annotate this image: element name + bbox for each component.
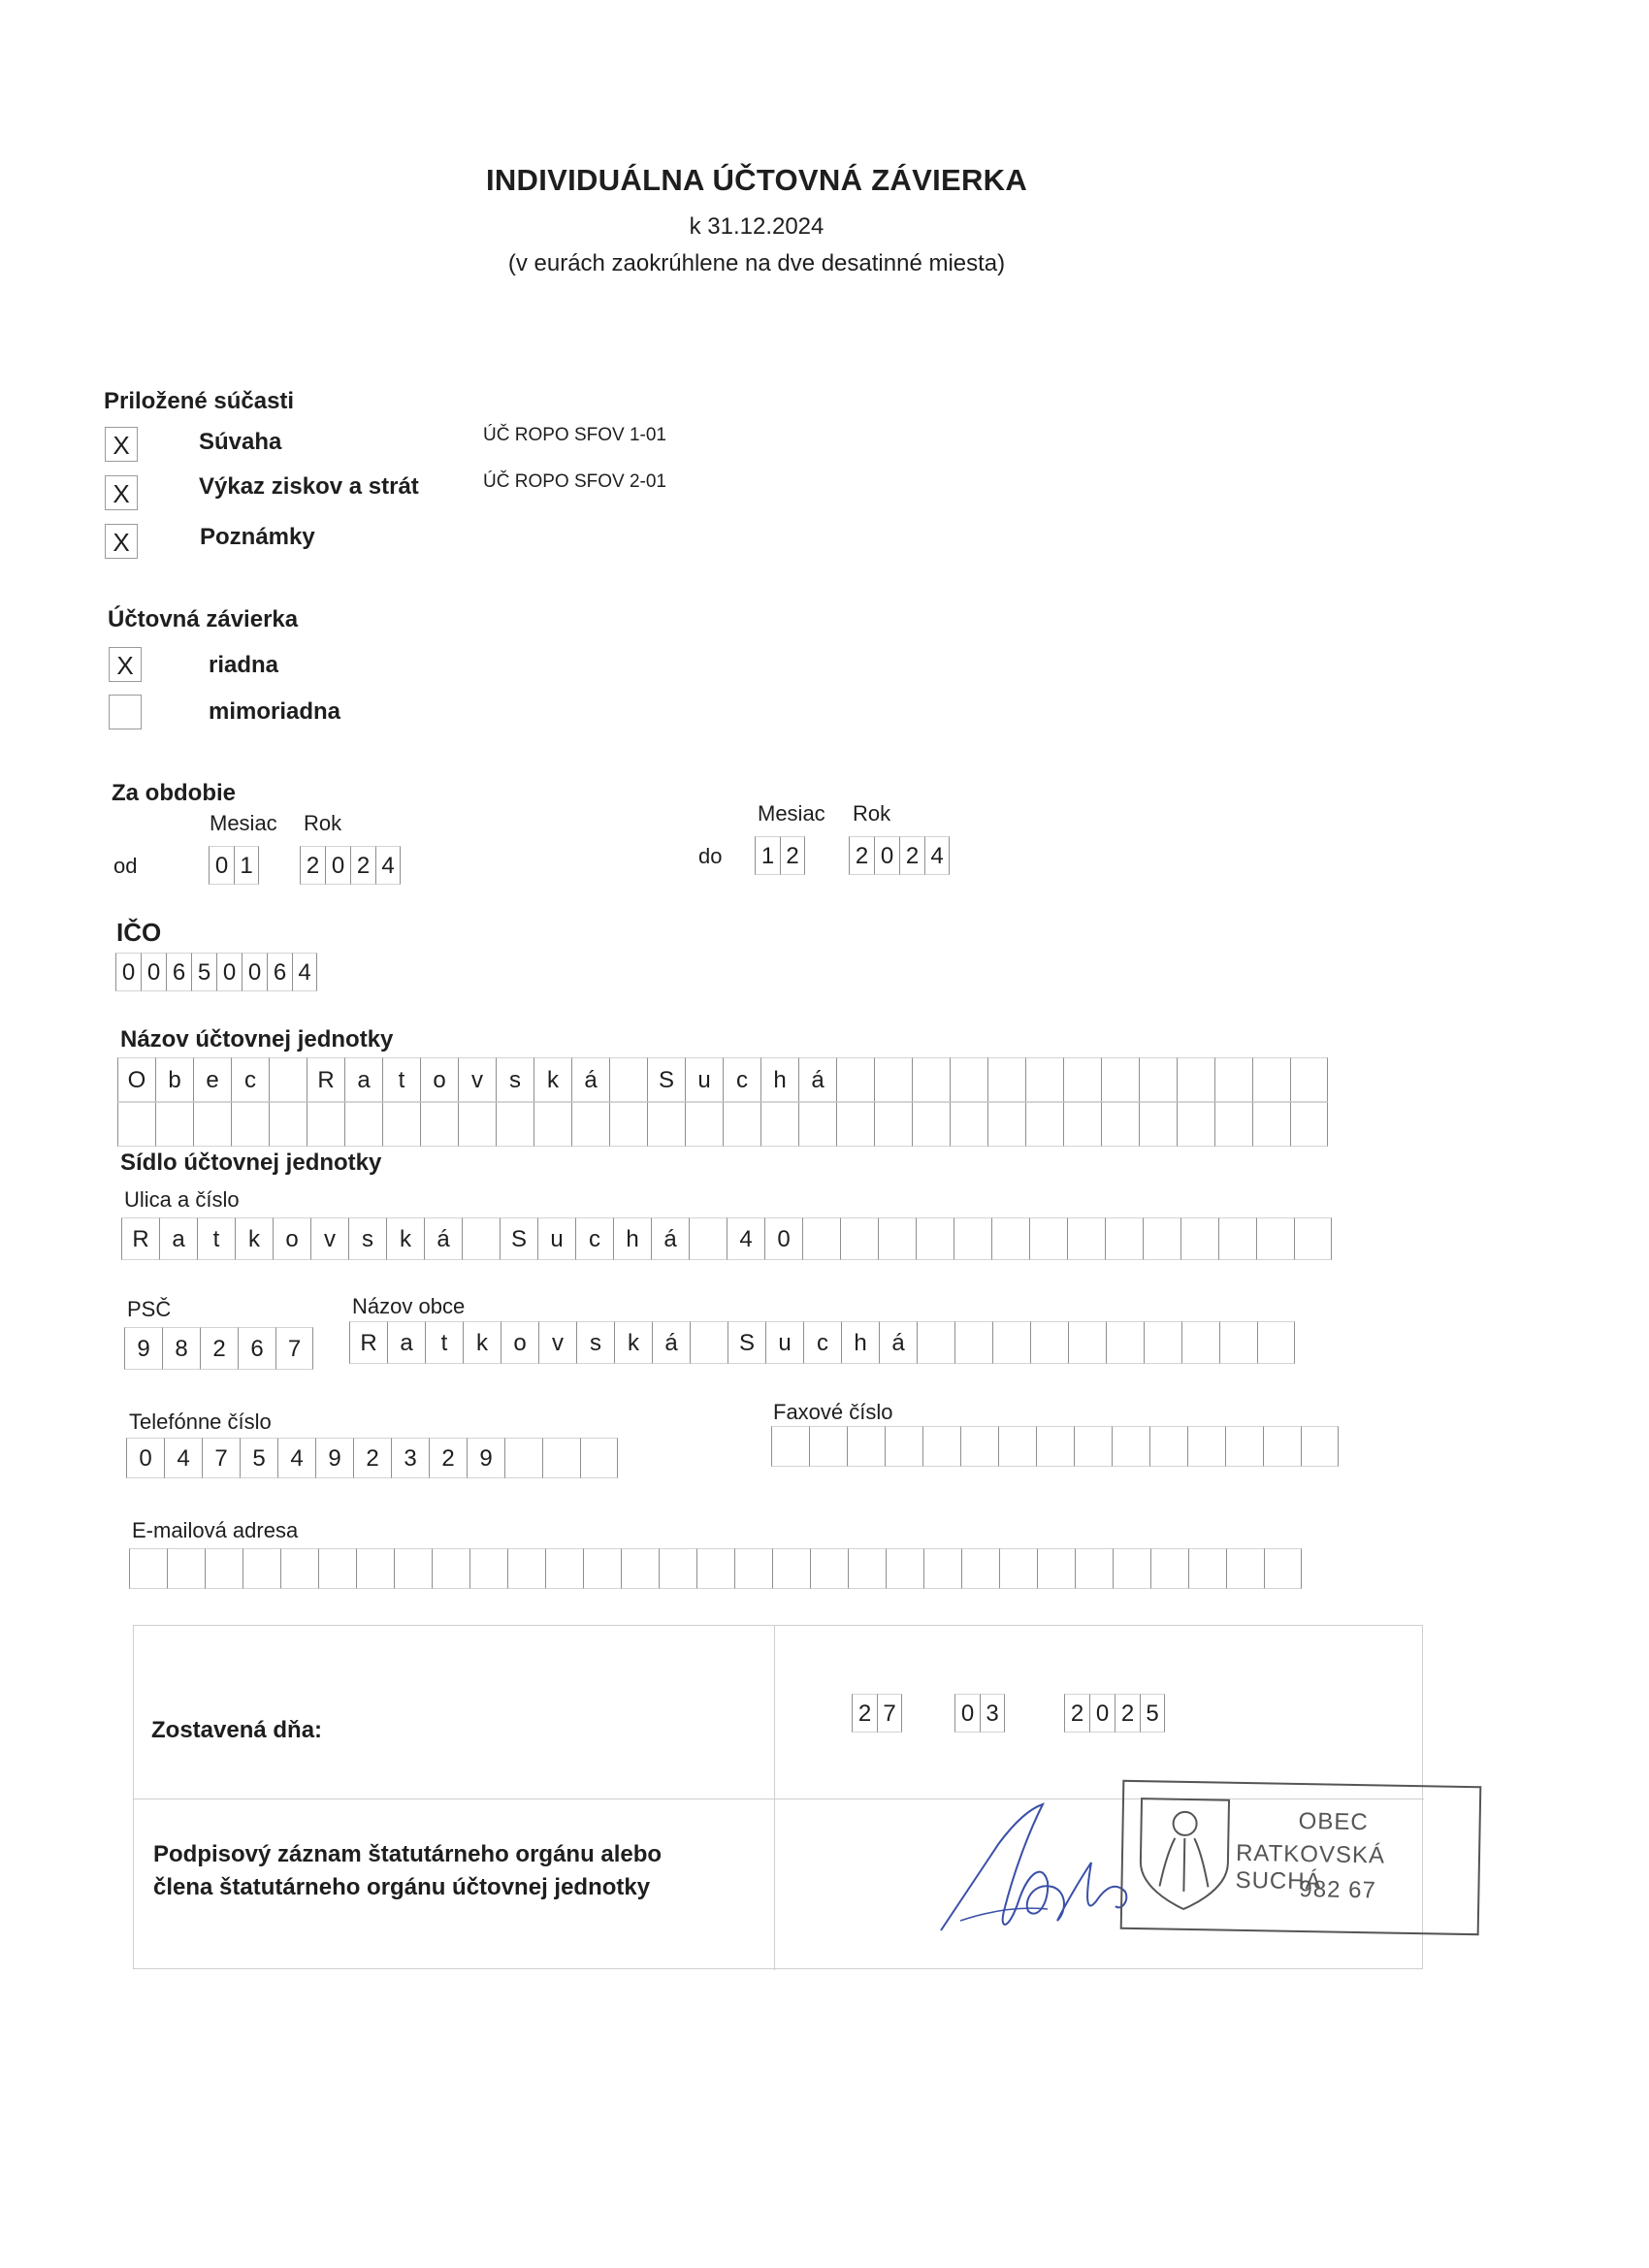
from-month-cells[interactable] (209, 846, 259, 885)
char-cell[interactable]: S (500, 1217, 537, 1260)
char-cell[interactable] (496, 1102, 534, 1147)
char-cell[interactable] (810, 1548, 848, 1589)
char-cell[interactable] (1181, 1321, 1219, 1364)
char-cell[interactable] (1139, 1102, 1177, 1147)
char-cell[interactable]: 9 (124, 1327, 162, 1370)
char-cell[interactable]: 4 (277, 1438, 315, 1478)
char-cell[interactable] (647, 1102, 685, 1147)
digit-cell[interactable]: 0 (325, 846, 350, 885)
char-cell[interactable] (1301, 1426, 1339, 1467)
entity-name-grid[interactable] (117, 1057, 1328, 1147)
char-cell[interactable] (1139, 1057, 1177, 1102)
compiled-label: Zostavená dňa: (151, 1717, 323, 1743)
char-cell[interactable] (659, 1548, 696, 1589)
char-cell[interactable]: 8 (162, 1327, 200, 1370)
attachment-label-suvaha: Súvaha (199, 429, 282, 455)
char-cell[interactable]: 5 (240, 1438, 277, 1478)
fax-cells[interactable] (771, 1426, 1339, 1467)
char-cell[interactable]: u (685, 1057, 723, 1102)
char-cell[interactable] (571, 1102, 609, 1147)
char-cell[interactable] (772, 1548, 810, 1589)
char-cell[interactable] (696, 1548, 734, 1589)
char-cell[interactable]: á (879, 1321, 917, 1364)
char-cell[interactable]: 0 (126, 1438, 164, 1478)
char-cell[interactable] (1226, 1548, 1264, 1589)
char-cell[interactable]: á (571, 1057, 609, 1102)
char-cell[interactable]: k (386, 1217, 424, 1260)
char-cell[interactable] (129, 1548, 167, 1589)
char-cell[interactable]: c (231, 1057, 269, 1102)
char-cell[interactable] (685, 1102, 723, 1147)
char-cell[interactable]: c (723, 1057, 760, 1102)
char-cell[interactable]: 2 (353, 1438, 391, 1478)
char-cell[interactable] (886, 1548, 923, 1589)
char-cell[interactable]: O (117, 1057, 155, 1102)
char-cell[interactable] (1029, 1217, 1067, 1260)
char-cell[interactable] (1188, 1548, 1226, 1589)
char-cell[interactable] (1037, 1548, 1075, 1589)
digit-cell[interactable]: 0 (216, 953, 242, 991)
char-cell[interactable] (1074, 1426, 1112, 1467)
char-cell[interactable] (991, 1217, 1029, 1260)
to-year-label: Rok (853, 801, 891, 826)
char-cell[interactable] (534, 1102, 571, 1147)
char-cell[interactable] (771, 1426, 809, 1467)
char-cell[interactable]: a (344, 1057, 382, 1102)
digit-cell[interactable]: 1 (755, 836, 780, 875)
char-cell[interactable] (1101, 1102, 1139, 1147)
char-cell[interactable] (382, 1102, 420, 1147)
char-cell[interactable] (1290, 1102, 1328, 1147)
char-cell[interactable]: 9 (467, 1438, 504, 1478)
char-cell[interactable] (1225, 1426, 1263, 1467)
char-cell[interactable] (1214, 1102, 1252, 1147)
char-cell[interactable] (760, 1102, 798, 1147)
to-month-cells[interactable] (755, 836, 805, 875)
char-cell[interactable] (1036, 1426, 1074, 1467)
char-cell[interactable]: S (647, 1057, 685, 1102)
char-cell[interactable]: u (537, 1217, 575, 1260)
char-cell[interactable] (318, 1548, 356, 1589)
char-cell[interactable]: t (425, 1321, 463, 1364)
units-note: (v eurách zaokrúhlene na dve desatinné miesta) (507, 250, 1006, 276)
checkbox-mimoriadna[interactable] (109, 695, 142, 729)
char-cell[interactable]: k (534, 1057, 571, 1102)
char-cell[interactable] (621, 1548, 659, 1589)
char-cell[interactable] (269, 1057, 307, 1102)
char-cell[interactable] (458, 1102, 496, 1147)
char-cell[interactable] (848, 1548, 886, 1589)
char-cell[interactable] (1256, 1217, 1294, 1260)
attachment-label-vykaz: Výkaz ziskov a strát (199, 473, 419, 500)
char-cell[interactable] (836, 1102, 874, 1147)
to-label: do (698, 844, 723, 868)
phone-cells[interactable] (126, 1438, 618, 1478)
digit-cell[interactable]: 5 (1140, 1694, 1165, 1733)
digit-cell[interactable]: 6 (267, 953, 292, 991)
char-cell[interactable]: S (728, 1321, 765, 1364)
char-cell[interactable] (280, 1548, 318, 1589)
char-cell[interactable] (992, 1321, 1030, 1364)
char-cell[interactable]: 2 (200, 1327, 238, 1370)
char-cell[interactable] (802, 1217, 840, 1260)
char-cell[interactable] (1101, 1057, 1139, 1102)
char-cell[interactable]: 0 (764, 1217, 802, 1260)
char-cell[interactable] (1294, 1217, 1332, 1260)
char-cell[interactable] (847, 1426, 885, 1467)
digit-cell[interactable]: 1 (234, 846, 259, 885)
char-cell[interactable] (923, 1548, 961, 1589)
compiled-day-cells[interactable] (852, 1694, 902, 1733)
char-cell[interactable] (998, 1426, 1036, 1467)
char-cell[interactable] (1177, 1102, 1214, 1147)
period-heading: Za obdobie (112, 780, 236, 806)
char-cell[interactable]: o (420, 1057, 458, 1102)
digit-cell[interactable]: 2 (780, 836, 805, 875)
char-cell[interactable]: h (760, 1057, 798, 1102)
char-cell[interactable] (1263, 1426, 1301, 1467)
char-cell[interactable]: 9 (315, 1438, 353, 1478)
entity-name-row-1[interactable] (117, 1057, 1328, 1102)
char-cell[interactable] (155, 1102, 193, 1147)
fax-label: Faxové číslo (773, 1400, 893, 1424)
char-cell[interactable] (912, 1102, 950, 1147)
char-cell[interactable] (1264, 1548, 1302, 1589)
city-label: Názov obce (352, 1294, 466, 1318)
digit-cell[interactable]: 0 (115, 953, 141, 991)
char-cell[interactable]: h (841, 1321, 879, 1364)
char-cell[interactable]: a (387, 1321, 425, 1364)
ico-cells[interactable] (115, 953, 317, 991)
char-cell[interactable] (193, 1102, 231, 1147)
char-cell[interactable] (690, 1321, 728, 1364)
char-cell[interactable] (269, 1102, 307, 1147)
attachments-heading: Priložené súčasti (104, 388, 295, 414)
char-cell[interactable] (878, 1217, 916, 1260)
char-cell[interactable] (1187, 1426, 1225, 1467)
char-cell[interactable] (1067, 1217, 1105, 1260)
char-cell[interactable] (507, 1548, 545, 1589)
char-cell[interactable] (1290, 1057, 1328, 1102)
closing-label-mimoriadna: mimoriadna (209, 698, 341, 725)
phone-label: Telefónne číslo (129, 1409, 272, 1434)
char-cell[interactable]: t (382, 1057, 420, 1102)
char-cell[interactable] (205, 1548, 242, 1589)
char-cell[interactable] (1025, 1057, 1063, 1102)
char-cell[interactable] (885, 1426, 922, 1467)
char-cell[interactable] (1218, 1217, 1256, 1260)
char-cell[interactable]: 7 (275, 1327, 313, 1370)
char-cell[interactable] (917, 1321, 954, 1364)
char-cell[interactable] (912, 1057, 950, 1102)
digit-cell[interactable]: 3 (980, 1694, 1005, 1733)
stamp-line-1: OBEC (1298, 1807, 1369, 1836)
char-cell[interactable] (1106, 1321, 1144, 1364)
from-month-label: Mesiac (210, 811, 277, 835)
char-cell[interactable]: s (348, 1217, 386, 1260)
char-cell[interactable] (961, 1548, 999, 1589)
char-cell[interactable] (723, 1102, 760, 1147)
char-cell[interactable] (1144, 1321, 1181, 1364)
char-cell[interactable] (1219, 1321, 1257, 1364)
city-cells[interactable] (349, 1321, 1295, 1364)
char-cell[interactable] (950, 1102, 987, 1147)
char-cell[interactable] (809, 1426, 847, 1467)
char-cell[interactable] (1257, 1321, 1295, 1364)
char-cell[interactable] (836, 1057, 874, 1102)
street-grid[interactable] (121, 1217, 1332, 1260)
char-cell[interactable]: v (310, 1217, 348, 1260)
char-cell[interactable] (545, 1548, 583, 1589)
from-year-cells[interactable] (300, 846, 401, 885)
char-cell[interactable] (609, 1102, 647, 1147)
char-cell[interactable]: á (652, 1321, 690, 1364)
char-cell[interactable]: t (197, 1217, 235, 1260)
digit-cell[interactable]: 2 (350, 846, 375, 885)
document-title: INDIVIDUÁLNA ÚČTOVNÁ ZÁVIERKA (485, 163, 1028, 197)
ico-label: IČO (116, 918, 162, 947)
char-cell[interactable] (1112, 1426, 1149, 1467)
char-cell[interactable] (1150, 1548, 1188, 1589)
char-cell[interactable] (987, 1102, 1025, 1147)
to-year-cells[interactable] (849, 836, 950, 875)
digit-cell[interactable]: 2 (1115, 1694, 1140, 1733)
entity-name-row-2[interactable] (117, 1102, 1328, 1147)
digit-cell[interactable]: 0 (874, 836, 899, 875)
entity-name-label: Názov účtovnej jednotky (120, 1026, 394, 1053)
digit-cell[interactable]: 0 (1089, 1694, 1115, 1733)
char-cell[interactable] (987, 1057, 1025, 1102)
char-cell[interactable]: R (121, 1217, 159, 1260)
char-cell[interactable] (916, 1217, 954, 1260)
char-cell[interactable] (689, 1217, 727, 1260)
char-cell[interactable] (1180, 1217, 1218, 1260)
char-cell[interactable]: k (463, 1321, 501, 1364)
char-cell[interactable] (542, 1438, 580, 1478)
char-cell[interactable] (999, 1548, 1037, 1589)
char-cell[interactable]: á (798, 1057, 836, 1102)
digit-cell[interactable]: 0 (242, 953, 267, 991)
char-cell[interactable]: a (159, 1217, 197, 1260)
char-cell[interactable]: h (613, 1217, 651, 1260)
from-label: od (113, 854, 138, 878)
char-cell[interactable] (1030, 1321, 1068, 1364)
char-cell[interactable] (1252, 1057, 1290, 1102)
char-cell[interactable]: 4 (727, 1217, 764, 1260)
char-cell[interactable]: c (803, 1321, 841, 1364)
char-cell[interactable] (1143, 1217, 1180, 1260)
compiled-year-cells[interactable] (1064, 1694, 1165, 1733)
char-cell[interactable] (609, 1057, 647, 1102)
char-cell[interactable]: 7 (202, 1438, 240, 1478)
char-cell[interactable] (960, 1426, 998, 1467)
char-cell[interactable] (1214, 1057, 1252, 1102)
email-cells[interactable] (129, 1548, 1302, 1589)
city-grid[interactable] (349, 1321, 1295, 1364)
signature-label-line-1: Podpisový záznam štatutárneho orgánu alebo (153, 1841, 663, 1867)
official-stamp (1120, 1780, 1482, 1935)
char-cell[interactable]: 2 (429, 1438, 467, 1478)
char-cell[interactable] (1177, 1057, 1214, 1102)
char-cell[interactable] (874, 1102, 912, 1147)
char-cell[interactable] (462, 1217, 500, 1260)
char-cell[interactable]: 4 (164, 1438, 202, 1478)
email-grid[interactable] (129, 1548, 1302, 1589)
char-cell[interactable] (242, 1548, 280, 1589)
char-cell[interactable] (950, 1057, 987, 1102)
closing-type-heading: Účtovná závierka (108, 606, 299, 632)
char-cell[interactable] (394, 1548, 432, 1589)
from-year-label: Rok (304, 811, 342, 835)
char-cell[interactable] (798, 1102, 836, 1147)
char-cell[interactable] (874, 1057, 912, 1102)
digit-cell[interactable]: 7 (877, 1694, 902, 1733)
attachment-code-vykaz: ÚČ ROPO SFOV 2-01 (483, 471, 666, 492)
char-cell[interactable] (307, 1102, 344, 1147)
stamp-line-2: RATKOVSKÁ SUCHÁ (1235, 1839, 1386, 1895)
psc-cells[interactable] (124, 1327, 313, 1370)
char-cell[interactable] (954, 1321, 992, 1364)
char-cell[interactable] (1063, 1102, 1101, 1147)
char-cell[interactable]: s (576, 1321, 614, 1364)
char-cell[interactable]: o (273, 1217, 310, 1260)
closing-label-riadna: riadna (209, 652, 279, 678)
char-cell[interactable]: o (501, 1321, 538, 1364)
to-month-label: Mesiac (758, 801, 825, 826)
char-cell[interactable] (583, 1548, 621, 1589)
digit-cell[interactable]: 2 (300, 846, 325, 885)
char-cell[interactable] (1075, 1548, 1113, 1589)
char-cell[interactable]: k (614, 1321, 652, 1364)
attachment-code-suvaha: ÚČ ROPO SFOV 1-01 (483, 425, 666, 445)
char-cell[interactable]: á (424, 1217, 462, 1260)
digit-cell[interactable]: 4 (292, 953, 317, 991)
stamp-line-3: 982 67 (1299, 1875, 1377, 1904)
coat-of-arms-icon (1130, 1794, 1239, 1917)
char-cell[interactable] (117, 1102, 155, 1147)
digit-cell[interactable]: 2 (852, 1694, 877, 1733)
char-cell[interactable]: 3 (391, 1438, 429, 1478)
digit-cell[interactable]: 4 (924, 836, 950, 875)
char-cell[interactable] (420, 1102, 458, 1147)
checkbox-poznamky[interactable]: X (105, 524, 138, 559)
digit-cell[interactable]: 0 (209, 846, 234, 885)
signature-label-line-2: člena štatutárneho orgánu účtovnej jednotky (153, 1874, 651, 1900)
street-label: Ulica a číslo (124, 1187, 240, 1212)
char-cell[interactable] (344, 1102, 382, 1147)
char-cell[interactable] (1149, 1426, 1187, 1467)
digit-cell[interactable]: 2 (1064, 1694, 1089, 1733)
digit-cell[interactable]: 5 (191, 953, 216, 991)
char-cell[interactable]: R (349, 1321, 387, 1364)
char-cell[interactable]: k (235, 1217, 273, 1260)
psc-grid[interactable] (124, 1327, 313, 1370)
char-cell[interactable] (356, 1548, 394, 1589)
psc-label: PSČ (127, 1297, 172, 1321)
digit-cell[interactable]: 4 (375, 846, 401, 885)
char-cell[interactable] (922, 1426, 960, 1467)
char-cell[interactable] (504, 1438, 542, 1478)
digit-cell[interactable]: 2 (849, 836, 874, 875)
char-cell[interactable] (432, 1548, 469, 1589)
char-cell[interactable] (954, 1217, 991, 1260)
date-line: k 31.12.2024 (689, 213, 824, 240)
email-label: E-mailová adresa (132, 1518, 299, 1542)
char-cell[interactable] (231, 1102, 269, 1147)
checkbox-riadna[interactable]: X (109, 647, 142, 682)
char-cell[interactable] (580, 1438, 618, 1478)
char-cell[interactable]: c (575, 1217, 613, 1260)
char-cell[interactable] (167, 1548, 205, 1589)
char-cell[interactable]: u (765, 1321, 803, 1364)
char-cell[interactable] (840, 1217, 878, 1260)
digit-cell[interactable]: 0 (141, 953, 166, 991)
char-cell[interactable]: R (307, 1057, 344, 1102)
char-cell[interactable] (1113, 1548, 1150, 1589)
attachment-label-poznamky: Poznámky (200, 524, 315, 550)
char-cell[interactable]: v (538, 1321, 576, 1364)
digit-cell[interactable]: 2 (899, 836, 924, 875)
phone-grid[interactable] (126, 1438, 618, 1478)
street-cells[interactable] (121, 1217, 1332, 1260)
char-cell[interactable] (1105, 1217, 1143, 1260)
char-cell[interactable] (734, 1548, 772, 1589)
checkbox-suvaha[interactable]: X (105, 427, 138, 462)
char-cell[interactable] (469, 1548, 507, 1589)
char-cell[interactable] (1252, 1102, 1290, 1147)
seat-label: Sídlo účtovnej jednotky (120, 1150, 382, 1176)
fax-grid[interactable] (771, 1426, 1339, 1467)
char-cell[interactable] (1068, 1321, 1106, 1364)
compiled-month-cells[interactable] (954, 1694, 1005, 1733)
digit-cell[interactable]: 6 (166, 953, 191, 991)
char-cell[interactable]: v (458, 1057, 496, 1102)
checkbox-vykaz[interactable]: X (105, 475, 138, 510)
char-cell[interactable] (1063, 1057, 1101, 1102)
digit-cell[interactable]: 0 (954, 1694, 980, 1733)
char-cell[interactable]: s (496, 1057, 534, 1102)
char-cell[interactable]: e (193, 1057, 231, 1102)
char-cell[interactable]: 6 (238, 1327, 275, 1370)
char-cell[interactable]: á (651, 1217, 689, 1260)
char-cell[interactable]: b (155, 1057, 193, 1102)
char-cell[interactable] (1025, 1102, 1063, 1147)
